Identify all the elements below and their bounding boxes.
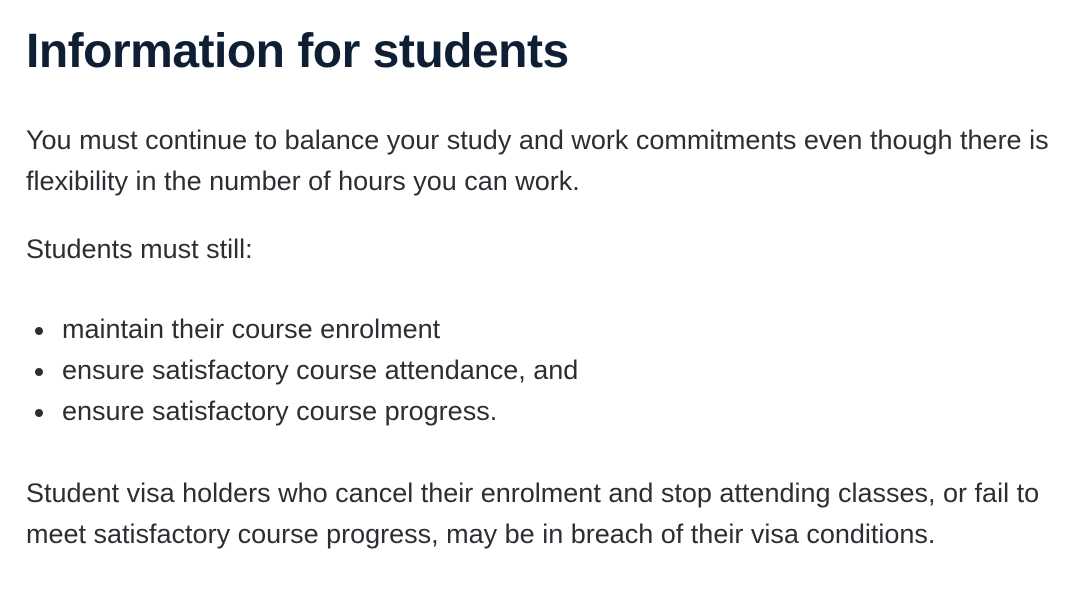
bullet-icon xyxy=(35,327,43,335)
page-title: Information for students xyxy=(26,25,569,78)
intro-paragraph: You must continue to balance your study and work commitments even though there is flexibility in the number of hours you can work. xyxy=(26,125,1049,196)
requirements-list xyxy=(26,309,1071,432)
list-item xyxy=(26,309,1071,350)
requirements-lead: Students must still: xyxy=(26,234,253,264)
list-item-text: ensure satisfactory course progress. xyxy=(62,396,498,426)
article-content xyxy=(26,22,1071,555)
list-item-text: ensure satisfactory course attendance, and xyxy=(62,355,579,385)
bullet-icon xyxy=(35,368,43,376)
list-item xyxy=(26,391,1071,432)
breach-paragraph: Student visa holders who cancel their enrolment and stop attending classes, or fail to meet satisfactory course progress, may be in breach of their visa conditions. xyxy=(26,478,1040,549)
list-item-text: maintain their course enrolment xyxy=(62,314,441,344)
list-item xyxy=(26,350,1071,391)
bullet-icon xyxy=(35,409,43,417)
